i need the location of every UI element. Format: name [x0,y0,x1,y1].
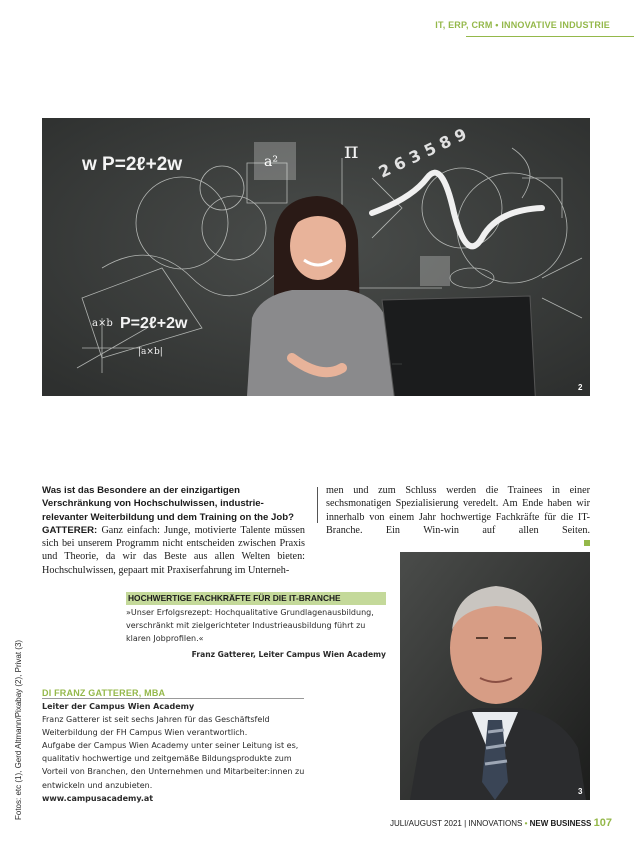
answer-text-col1: Ganz einfach: Junge, motivierte Talente müssen sich bei unserem Programm nicht entscheiden zwischen Praxis und Theorie, da wir das Beste aus allen Welten bieten: Hochschulwissen, gepaart mit Praxiserfahrung im Unterneh- [42,524,306,576]
bio-name: DI FRANZ GATTERER, MBA [42,688,166,698]
board-cross: a×b [92,318,113,329]
bio-rule [42,698,304,699]
article-column-2 [326,484,590,550]
article-column-1 [42,484,305,577]
speaker-label: GATTERER: [42,524,98,536]
portrait-number: 3 [578,787,583,796]
main-image [42,118,590,396]
bio-role: Leiter der Campus Wien Academy [42,702,195,711]
article-end-mark [584,540,590,546]
main-image-number: 2 [578,383,583,392]
column-rule [317,487,318,523]
bio-block [42,700,314,805]
footer-divider: | [464,819,467,828]
photo-credits: Fotos: etc (1), Gerd Altmann/Pixabay (2), Privat (3) [14,639,23,820]
svg-text:2 6 3 5 8 9: 2 6 3 5 8 9 [375,124,470,182]
section-header [435,20,610,30]
section-header-separator: • [495,20,499,30]
board-pi: π [344,139,359,164]
quote-text: »Unser Erfolgsrezept: Hochqualitative Grundlagenausbildung, verschränkt mit zielgerichteter Industrieausbildung führt zu klaren Jobprofilen.« [126,608,374,644]
board-abs-cross: |a×b| [138,347,163,357]
interview-question: Was ist das Besondere an der einzigartigen Verschränkung von Hochschulwissen, industrie-relevanter Weiterbildung und dem Training on the Job? [42,485,294,523]
quote-author: Franz Gatterer, Leiter Campus Wien Academy [191,650,386,659]
portrait-photo [400,552,590,800]
header-rule [466,36,634,37]
footer-magazine-1: INNOVATIONS [468,819,523,828]
portrait-illustration [400,552,590,800]
interview-answer-part1 [42,524,305,577]
bio-text-2: Aufgabe der Campus Wien Academy unter seiner Leitung ist es, qualitativ hochwertige und zeitgemäße Bildungsprodukte zum Vorteil von Branchen, den Unternehmen und Mitarbeiter:innen zu entwickeln und anzubieten. [42,741,305,790]
board-formula-1: w P=2ℓ+2w [82,154,183,175]
board-formula-2: P=2ℓ+2w [120,315,188,332]
board-a2: a² [264,154,278,170]
section-header-part1: IT, ERP, CRM [435,20,493,30]
footer-issue: JULI/AUGUST 2021 [389,819,462,828]
section-header-part2: INNOVATIVE INDUSTRIE [501,20,610,30]
bio-website-link[interactable]: www.campusacademy.at [42,793,154,803]
bio-text-1: Franz Gatterer ist seit sechs Jahren für das Geschäftsfeld Weiterbildung der FH Campus Wien verantwortlich. [42,715,270,738]
chalkboard-illustration [42,118,590,396]
page-footer [390,817,612,829]
footer-dot: • [524,819,528,828]
footer-magazine-2: NEW BUSINESS [529,819,592,828]
answer-text-col2: men und zum Schluss werden die Trainees in einer sechsmonatigen Spezialisierung veredelt. Am Ende haben wir innerhalb von einem Jahr hochwertige Fachkräfte für die IT-Branche. Ein Win-win auf allen Seiten. [326,485,590,536]
quote-title: HOCHWERTIGE FACHKRÄFTE FÜR DIE IT-BRANCHE [126,592,386,605]
page-number: 107 [593,817,612,829]
